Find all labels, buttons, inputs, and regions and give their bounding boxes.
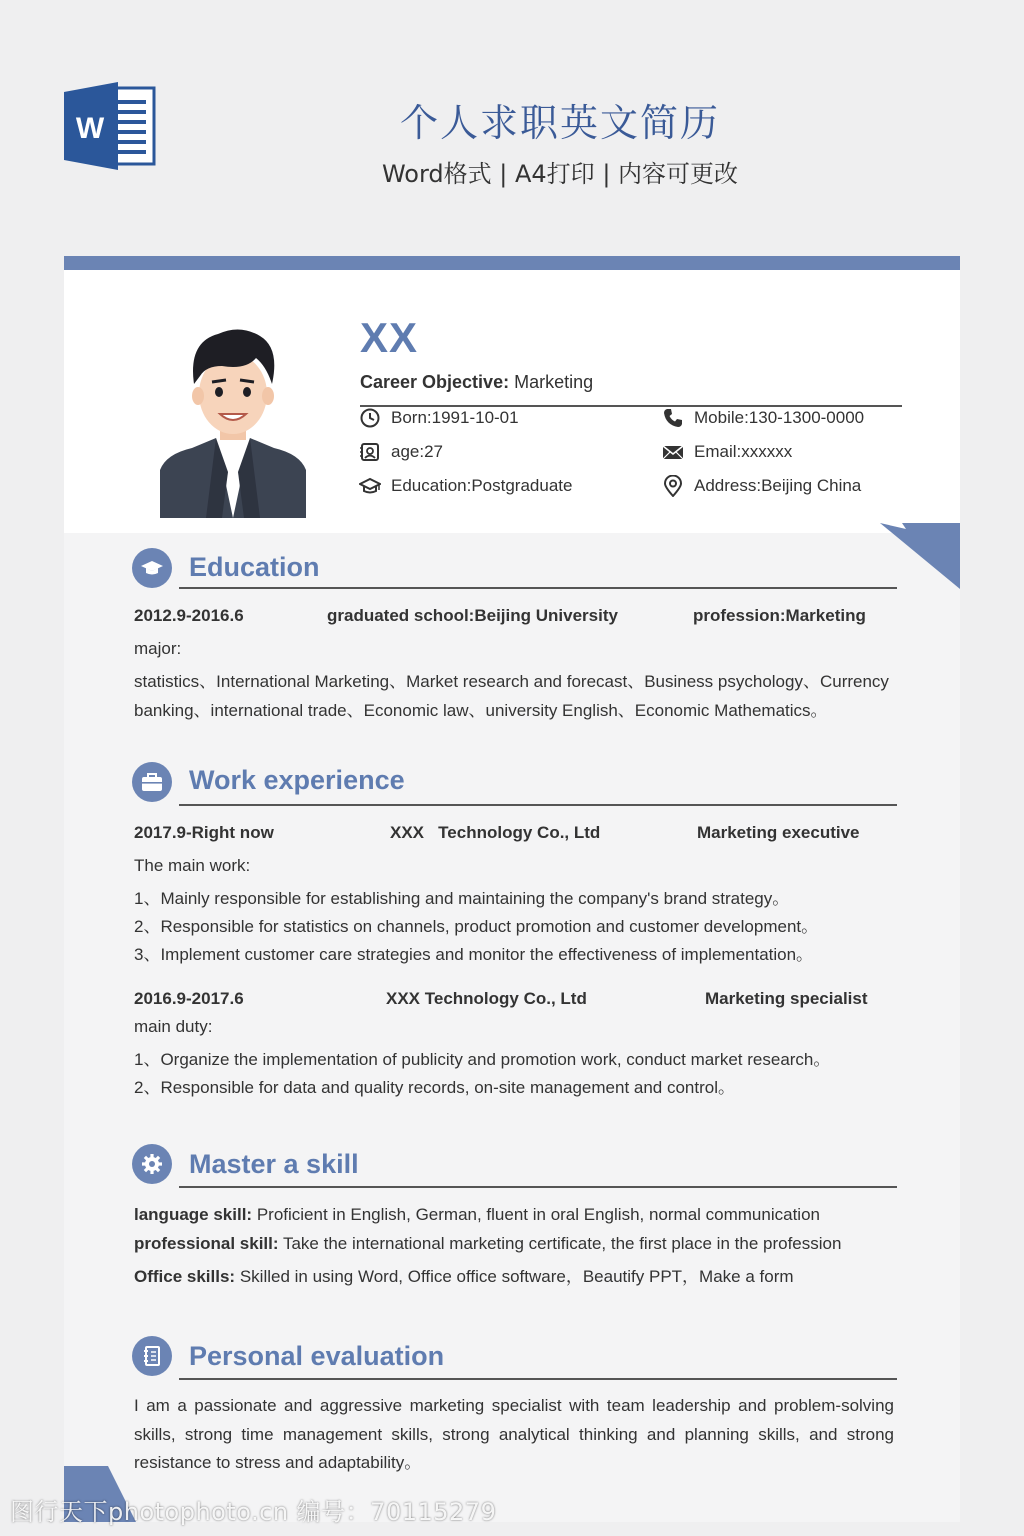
- education-heading: Education: [189, 552, 320, 582]
- education-major-line: banking、international trade、Economic law、university English、Economic Mathematics。: [134, 701, 828, 720]
- evaluation-heading: Personal evaluation: [189, 1341, 445, 1371]
- corner-decoration-top: [880, 523, 960, 589]
- candidate-name: XX: [360, 314, 419, 361]
- job-duty-item: 1、Mainly responsible for establishing and maintaining the company's brand strategy。: [134, 889, 790, 908]
- address-info: Address:Beijing China: [662, 474, 861, 498]
- education-profession: profession:Marketing: [693, 606, 866, 625]
- id-card-icon: [359, 441, 381, 463]
- avatar: [160, 322, 306, 518]
- briefcase-icon: [140, 770, 164, 794]
- work-divider: [179, 804, 897, 806]
- job-label: main duty:: [134, 1017, 213, 1036]
- envelope-icon: [662, 441, 684, 463]
- job-date: 2016.9-2017.6: [134, 989, 244, 1008]
- watermark: 图行天下photophoto.cn 编号：70115279: [10, 1498, 497, 1526]
- clock-icon: [359, 407, 381, 429]
- skill-value: Proficient in English, German, fluent in oral English, normal communication: [256, 1205, 820, 1224]
- education-major-line: statistics、International Marketing、Market research and forecast、Business psychology、Currency: [134, 672, 889, 691]
- evaluation-section-icon: [132, 1336, 172, 1376]
- skill-label: language skill:: [134, 1205, 253, 1224]
- top-accent-bar: [64, 256, 960, 270]
- email-info: Email:xxxxxx: [662, 440, 792, 464]
- job-label: The main work:: [134, 856, 251, 875]
- skill-value: Skilled in using Word, Office office software，Beautify PPT，Make a form: [239, 1267, 794, 1286]
- job-company: XXX Technology Co., Ltd: [386, 989, 587, 1008]
- word-logo-letter: W: [75, 112, 105, 145]
- work-section-icon: [132, 762, 172, 802]
- born-info: Born:1991-10-01: [359, 406, 519, 430]
- resume-paper: [64, 256, 960, 1522]
- gear-icon: [140, 1152, 164, 1176]
- graduation-cap-icon: [140, 556, 164, 580]
- skills-section-icon: [132, 1144, 172, 1184]
- work-heading: Work experience: [189, 765, 405, 795]
- page-title: 个人求职英文简历: [399, 101, 720, 145]
- location-pin-icon: [662, 475, 684, 497]
- notebook-icon: [140, 1344, 164, 1368]
- education-divider: [179, 587, 897, 589]
- job-duty-item: 3、Implement customer care strategies and monitor the effectiveness of implementation。: [134, 945, 814, 964]
- graduation-cap-icon: [359, 475, 381, 497]
- skill-row: [134, 1234, 841, 1254]
- evaluation-divider: [179, 1378, 897, 1380]
- job-company: XXX Technology Co., Ltd: [390, 823, 601, 842]
- education-major-label: major:: [134, 639, 182, 658]
- job-duty-item: 2、Responsible for statistics on channels, product promotion and customer development。: [134, 917, 819, 936]
- education-section-icon: [132, 548, 172, 588]
- objective-label: Career Objective:: [360, 372, 510, 392]
- job-duty-item: 2、Responsible for data and quality records, on-site management and control。: [134, 1078, 736, 1097]
- phone-icon: [662, 407, 684, 429]
- objective-value: Marketing: [514, 372, 594, 392]
- evaluation-text: I am a passionate and aggressive marketing specialist with team leadership and problem-solving skills, strong time management skills, strong analytical thinking and planning skills, and strong resistance to stress and adaptability。: [134, 1396, 894, 1472]
- profile-header: [64, 270, 960, 533]
- age-info: age:27: [359, 440, 443, 464]
- education-date: 2012.9-2016.6: [134, 606, 244, 625]
- skills-divider: [179, 1186, 897, 1188]
- skill-row: [134, 1262, 794, 1287]
- job-date: 2017.9-Right now: [134, 823, 274, 842]
- skill-label: Office skills:: [134, 1267, 236, 1286]
- education-info: Education:Postgraduate: [359, 474, 572, 498]
- job-position: Marketing executive: [697, 823, 860, 842]
- job-position: Marketing specialist: [705, 989, 868, 1008]
- career-objective: [360, 372, 593, 393]
- page-subtitle: Word格式 | A4打印 | 内容可更改: [381, 160, 739, 188]
- skill-value: Take the international marketing certificate, the first place in the profession: [282, 1234, 842, 1253]
- skill-row: [134, 1205, 820, 1225]
- job-duty-item: 1、Organize the implementation of publicity and promotion work, conduct market research。: [134, 1050, 831, 1069]
- skills-heading: Master a skill: [189, 1149, 359, 1179]
- skill-label: professional skill:: [134, 1234, 279, 1253]
- mobile-info: Mobile:130-1300-0000: [662, 406, 864, 430]
- education-school: graduated school:Beijing University: [327, 606, 618, 625]
